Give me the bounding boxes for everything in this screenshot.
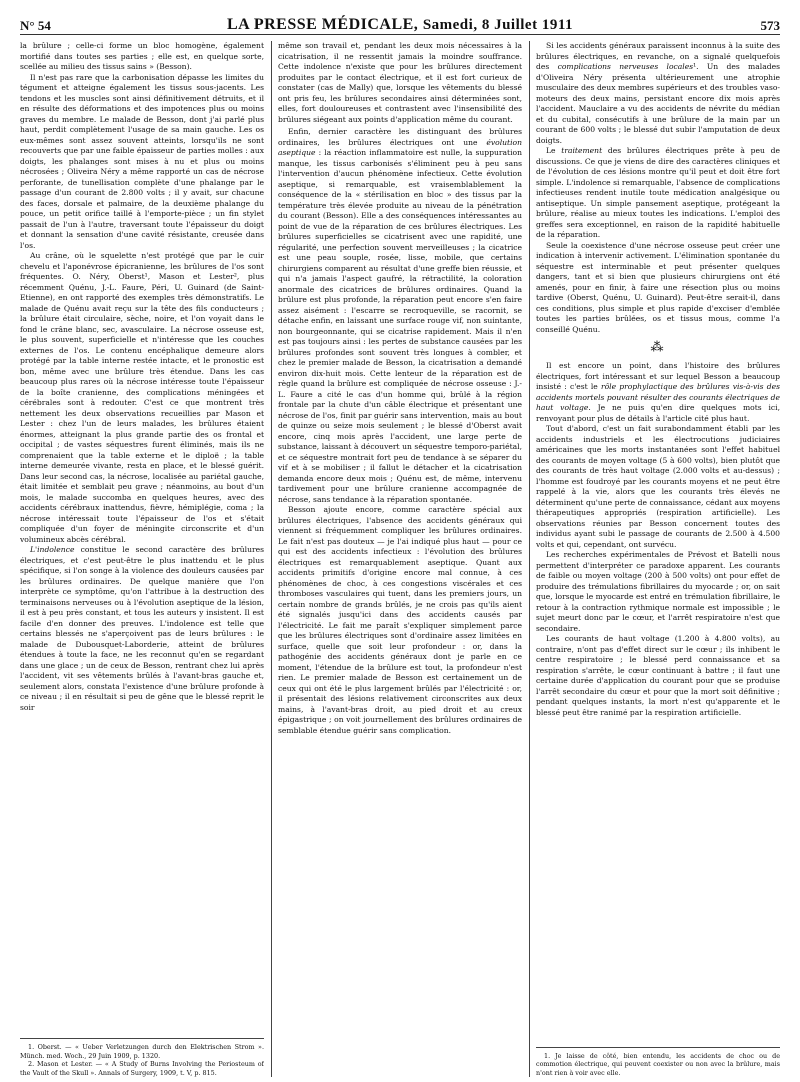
footnote: 1. Oberst. — « Ueber Verletzungen durch den Elektrischen Strom ». Münch. med. Woch., 29 Juin 1909, p. 1320. [20, 1043, 264, 1060]
issue-number: N° 54 [20, 18, 51, 33]
paragraph: Les courants de haut voltage (1.200 à 4.800 volts), au contraire, n'ont pas d'effet direct sur le cœur ; ils inhibent le centre respiratoire ; le blessé perd connaissance et sa respiration s'arrête, le cœur continuant à battre ; il faut une certaine durée d'application du courant pour que se produise l'arrêt secondaire du cœur et pour que la mort soit définitive ; pendant quelques instants, la mort n'est qu'apparente et le blessé peut être ranimé par la respiration artificielle. [536, 634, 780, 717]
paragraph: Les recherches expérimentales de Prévost et Batelli nous permettent d'interpréter ce paradoxe apparent. Les courants de faible ou moyen voltage (200 à 500 volts) ont pour effet de produire des trémulations fibrillaires du myocarde ; or, on sait que, lorsque le myocarde est entré en trémulation fibrillaire, le retour à la contraction rythmique normale est impossible ; le sujet meurt donc par le cœur, et l'arrêt respiratoire n'est que secondaire. [536, 550, 780, 633]
paragraph: Au crâne, où le squelette n'est protégé que par le cuir chevelu et l'aponévrose épicranienne, les brûlures de l'os sont fréquentes. O. Néry, Oberst¹, Mason et Lester², plus récemment Quénu, J.-L. Faure, Péri, U. Guinard (de Saint-Etienne), en ont rapporté des exemples très démonstratifs. Le malade de Quénu avait reçu sur la tête des fils conducteurs ; la brûlure était circulaire, sèche, noire, et l'on voyait dans le fond le crâne blanc, sec, avasculaire. La nécrose osseuse est, le plus souvent, superficielle et n'intéresse que les couches externes de l'os. Le contenu encéphalique demeure alors protégé par la table interne restée intacte, et le pronostic est bon, même avec une brûlure très étendue. Dans les cas beaucoup plus rares où la nécrose intéresse toute l'épaisseur de la boîte cranienne, des complications méningées et cérébrales sont à redouter. C'est ce que montrent très nettement les deux observations recueillies par Mason et Lester : chez l'un de leurs malades, les brûlures étaient énormes, atteignant la plus grande partie des os frontal et occipital ; de vastes séquestres furent éliminés, mais ils ne comprenaient que la table externe et le diploë ; la table interne demeurée vivante, resta en place, et le blessé guérit. Dans leur second cas, la nécrose, localisée au pariétal gauche, était limitée et semblait peu grave ; néanmoins, au bout d'un mois, le malade succomba en quelques heures, avec des accidents cérébraux inattendus, fièvre, hémiplégie, coma ; la nécrose intéressait toute l'épaisseur de l'os et s'était compliquée d'un foyer de méningite circonscrite et d'un volumineux abcès cérébral. [20, 251, 264, 544]
page-header [20, 6, 780, 35]
emphasis: L'indolence [30, 545, 75, 554]
emphasis: évolution aseptique [278, 137, 522, 157]
paragraph: la brûlure ; celle-ci forme un bloc homogène, également mortifié dans toutes ses parties ; elle est, en quelque sorte, scellée au milieu des tissus sains » (Besson). [20, 41, 264, 71]
journal-title [227, 16, 573, 34]
column-3 [536, 41, 780, 1077]
article-columns [20, 41, 780, 1081]
footnotes [536, 1047, 780, 1077]
emphasis: complications nerveuses locales [557, 62, 694, 71]
paragraph: Il n'est pas rare que la carbonisation dépasse les limites du tégument et atteigne également les tissus sous-jacents. Les tendons et les muscles sont ainsi définitivement détruits, et il en résulte des déformations et des impotences plus ou moins graves du membre. Le malade de Besson, dont j'ai parlé plus haut, perdit complètement l'usage de sa main gauche. Les os eux-mêmes sont assez souvent atteints, lorsqu'ils ne sont recouverts que par une faible épaisseur de parties molles : aux doigts, les phalanges sont mises à nu et plus ou moins nécrosées ; Oliveira Néry a même rapporté un cas de nécrose perforante, de tunellisation complète d'une phalange par le passage d'un courant de 2.800 volts ; il y avait, sur chacune des faces, dorsale et palmaire, de la deuxième phalange du pouce, un petit orifice taillé à l'emporte-pièce ; un fin stylet passait de l'un à l'autre, traversant toute l'épaisseur du doigt et donnant la sensation d'une cavité résistante, creusée dans l'os. [20, 72, 264, 250]
page-number: 573 [760, 18, 780, 33]
footnotes [20, 1038, 264, 1077]
paragraph: L'indolence constitue le second caractère des brûlures électriques, et c'est peut-être le plus inattendu et le plus spécifique, si l'on songe à la violence des douleurs causées par les brûlures ordinaires. De quelque manière que l'on interprète ce symptôme, qu'on l'attribue à la destruction des terminaisons nerveuses ou à l'évolution aseptique de la lésion, il est à peu près constant, et tous les auteurs y insistent. Il est facile d'en donner des preuves. L'indolence est telle que certains blessés ne s'aperçoivent pas de leurs brûlures : le malade de Dubousquet-Laborderie, atteint de brûlures étendues à toute la face, ne les reconnut qu'en se regardant dans une glace ; un de ceux de Besson, rentrant chez lui après l'accident, vit ses vêtements brûlés à l'avant-bras gauche et, seulement alors, constata l'existence d'une brûlure profonde à ce niveau ; il en résultait si peu de gêne que le blessé reprit le soir [20, 545, 264, 712]
column-divider [529, 41, 530, 1077]
paragraph: même son travail et, pendant les deux mois nécessaires à la cicatrisation, il ne ressentit jamais la moindre souffrance. Cette indolence n'existe que pour les brûlures directement produites par le contact électrique, et il est fort curieux de constater (cas de Mally) que, lorsque les vêtements du blessé ont pris feu, les brûlures secondaires ainsi déterminées sont, elles, fort douloureuses et contrastent avec l'insensibilité des brûlures siégeant aux points d'application même du courant. [278, 41, 522, 124]
column-divider [271, 41, 272, 1077]
paragraph: Tout d'abord, c'est un fait surabondamment établi par les accidents industriels et les électrocutions judiciaires américaines que les morts instantanées sont l'effet habituel des courants de moyen voltage (5 à 600 volts), bien plutôt que des courants de très haut voltage (2.000 volts et au-dessus) ; l'homme est foudroyé par les courants moyens et ne peut être rappelé à la vie, alors que les courants très élevés ne déterminent qu'une perte de connaissance, cédant aux moyens thérapeutiques appropriés (respiration artificielle). Les observations réunies par Besson concernent toutes des individus ayant subi le passage de courants de 2.500 à 4.500 volts et qui, cependant, ont survécu. [536, 424, 780, 549]
emphasis: traitement [561, 146, 603, 155]
paragraph: Le traitement des brûlures électriques prête à peu de discussions. Ce que je viens de dire des caractères cliniques et de l'évolution de ces lésions montre qu'il peut et doit être fort simple. L'indolence si remarquable, l'absence de complications infectieuses rendent inutile toute médication analgésique ou antiseptique. Un simple pansement aseptique, protégeant la brûlure, réalise au mieux toutes les indications. L'emploi des greffes sera exceptionnel, en raison de la rapidité habituelle de la réparation. [536, 146, 780, 239]
column-1 [20, 41, 264, 1077]
paragraph: Il est encore un point, dans l'histoire des brûlures électriques, fort intéressant et sur lequel Besson a beaucoup insisté : c'est le rôle prophylactique des brûlures vis-à-vis des accidents mortels pouvant résulter des courants électriques de haut voltage. Je ne puis qu'en dire quelques mots ici, renvoyant pour plus de détails à l'article cité plus haut. [536, 361, 780, 423]
paragraph: Enfin, dernier caractère les distinguant des brûlures ordinaires, les brûlures électriques ont une évolution aseptique : la réaction inflammatoire est nulle, la suppuration manque, les tissus carbonisés s'éliminent peu à peu sans l'intervention d'aucun phénomène infectieux. Cette évolution aseptique, si remarquable, est vraisemblablement la conséquence de la « stérilisation en bloc » des tissus par la température très élevée produite au niveau de la pénétration du courant (Besson). Elle a des conséquences intéressantes au point de vue de la réparation de ces brûlures électriques. Les brûlures superficielles se cicatrisent avec une rapidité, une régularité, une perfection souvent merveilleuses ; la cicatrice est une peau souple, rosée, lisse, mobile, que certains chirurgiens comparent au résultat d'une greffe bien réussie, et qui n'a jamais l'aspect gaufré, la rétractilité, la coloration anormale des cicatrices de brûlures ordinaires. Quand la brûlure est plus profonde, la réparation peut encore s'en faire assez aisément : l'escarre se recroqueville, se racornit, se détache enfin, en laissant une surface rouge vif, non suintante, non bourgeonnante, qui se cicatrise rapidement. Mais il n'en est pas toujours ainsi : les pertes de substance causées par les brûlures profondes sont souvent très longues à combler, et chez le premier malade de Besson, la cicatrisation a demandé environ dix-huit mois. Cette lenteur de la réparation est de règle quand la brûlure est compliquée de nécrose osseuse : J.-L. Faure a cité le cas d'un homme qui, brûlé à la région frontale par la chute d'un câble électrique et présentant une nécrose de l'os, finit par guérir sans intervention, mais au bout de quinze ou seize mois seulement ; le blessé d'Oberst avait encore, cinq mois après l'accident, une large perte de substance, laissant à découvert un séquestre temporo-pariétal, et ce séquestre montrait fort peu de tendance à se séparer du vif et à se mobiliser ; il fallut le détacher et la cicatrisation demanda encore deux mois ; Quénu est, de même, intervenu tardivement pour une brûlure cranienne accompagnée de nécrose, sans tendance à la réparation spontanée. [278, 127, 522, 504]
section-separator: ⁂ [650, 340, 666, 355]
emphasis: rôle prophylactique des brûlures vis-à-vis des accidents mortels pouvant résulter des courants électriques de haut voltage [536, 382, 780, 412]
journal-name: LA PRESSE MÉDICALE, [226, 16, 419, 33]
issue-date: Samedi, 8 Juillet 1911 [422, 17, 573, 33]
column-2 [278, 41, 522, 1077]
paragraph: Seule la coexistence d'une nécrose osseuse peut créer une indication à intervenir activement. L'élimination spontanée du séquestre est interminable et peut présenter quelques dangers, tant et si bien que plusieurs chirurgiens ont été amenés, pour en finir, à faire une résection plus ou moins tardive (Oberst, Quénu, U. Guinard). Peut-être serait-il, dans ces conditions, plus simple et plus rapide d'exciser d'emblée toutes les parties brûlées, os et tissus mous, comme l'a conseillé Quénu. [536, 240, 780, 334]
footnote: 1. Je laisse de côté, bien entendu, les accidents de choc ou de commotion électrique, qui peuvent coexister ou non avec la brûlure, mais n'ont rien à voir avec elle. [536, 1051, 780, 1077]
paragraph: Si les accidents généraux paraissent inconnus à la suite des brûlures électriques, en revanche, on a signalé quelquefois des complications nerveuses locales¹. Un des malades d'Oliveira Néry présenta ultérieurement une atrophie musculaire des deux membres supérieurs et des troubles vaso-moteurs des deux mains, persistant encore dix mois après l'accident. Mauclaire a vu des accidents de névrite du médian et du cubital, consécutifs à une brûlure de la main par un courant de 600 volts ; le blessé dut subir l'amputation de deux doigts. [536, 41, 780, 145]
paragraph: Besson ajoute encore, comme caractère spécial aux brûlures électriques, l'absence des accidents généraux qui viennent si fréquemment compliquer les brûlures ordinaires. Le fait n'est pas douteux — je l'ai indiqué plus haut — pour ce qui est des accidents infectieux : l'évolution des brûlures électriques est remarquablement aseptique. Quant aux accidents primitifs d'origine encore mal connue, à ces phénomènes de choc, à ces congestions viscérales et ces thromboses vasculaires qui tuent, dans les premiers jours, un certain nombre de grands brûlés, je ne crois pas qu'ils aient été signalés jusqu'ici dans des accidents causés par l'électricité. Le fait me paraît s'expliquer simplement parce que les brûlures électriques sont d'ordinaire assez limitées en surface, quelle que soit leur profondeur : or, dans la pathogénie des accidents généraux dont je parle en ce moment, l'étendue de la brûlure est tout, la profondeur n'est rien. Le premier malade de Besson est certainement un de ceux qui ont été le plus largement brûlés par l'électricité : or, il présentait des lésions relativement circonscrites aux deux mains, à l'avant-bras droit, au pied droit et au creux épigastrique ; on voit journellement des brûlures ordinaires de semblable étendue guérir sans complication. [278, 505, 522, 735]
footnote: 2. Mason et Lester. — « A Study of Burns Involving the Periosteum of the Vault of the Skull ». Annals of Surgery, 1909, t. V, p. 815. [20, 1060, 264, 1077]
